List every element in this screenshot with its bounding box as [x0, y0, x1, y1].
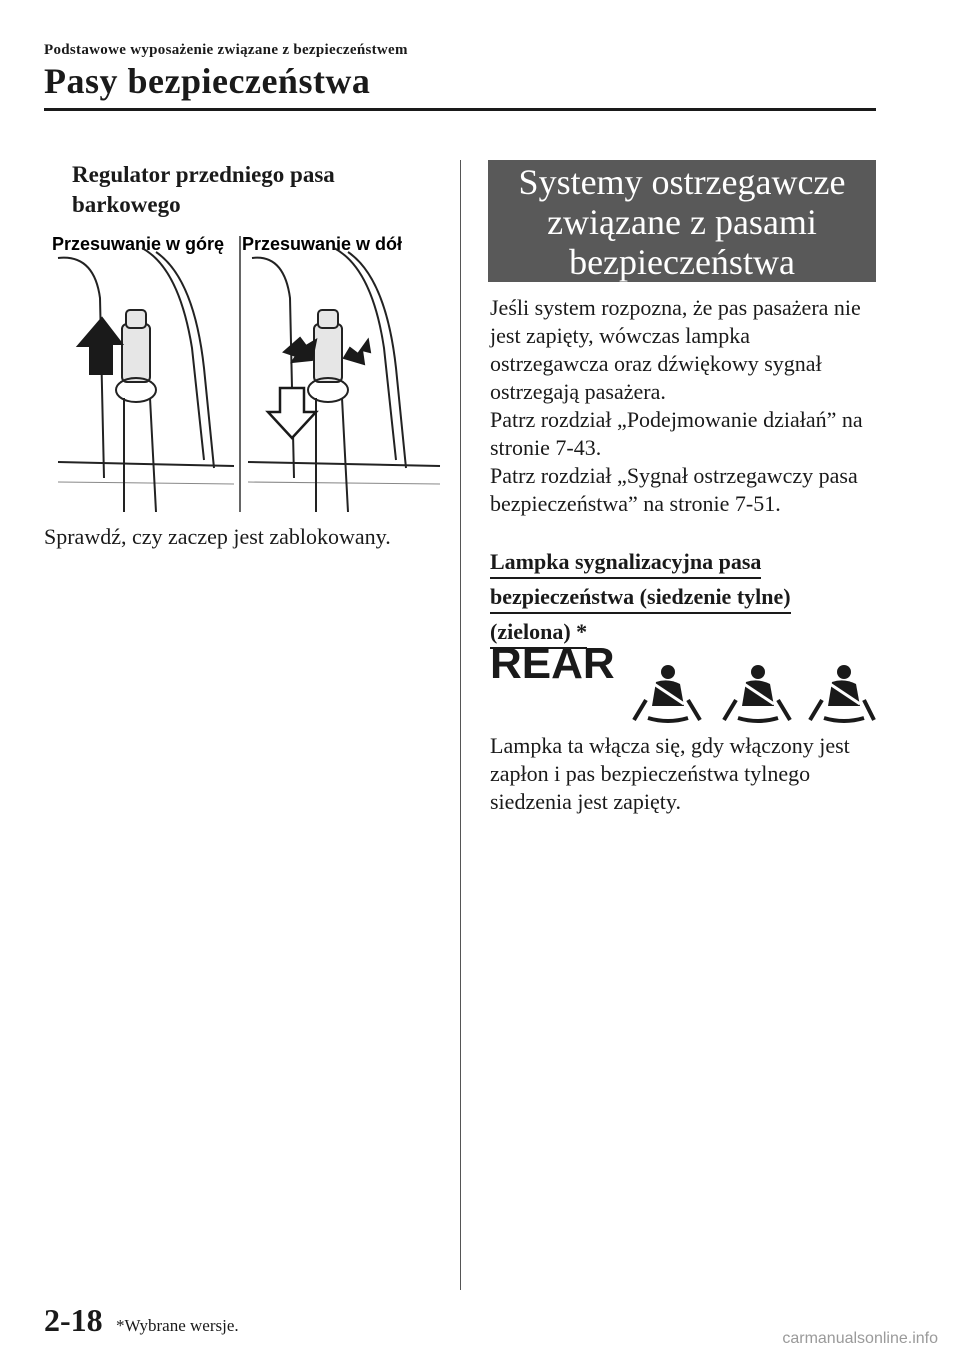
arrow-up-icon [78, 318, 122, 374]
footnote: *Wybrane wersje. [116, 1316, 239, 1335]
rear-belt-indicator-heading [490, 548, 791, 653]
seatbelt-icon [724, 665, 790, 721]
text-line: ostrzegają pasażera. [490, 379, 666, 404]
sub-heading-line: bezpieczeństwa (siedzenie tylne) [490, 583, 791, 614]
seatbelt-icon [810, 665, 874, 721]
warning-system-paragraph [490, 294, 876, 518]
sub-heading-line: Lampka sygnalizacyjna pasa [490, 548, 761, 579]
belt-webbing [124, 398, 156, 512]
rear-seatbelt-indicator [488, 640, 876, 730]
heading-line: barkowego [72, 192, 181, 217]
adjuster-body [122, 324, 150, 382]
section-title-box [488, 160, 876, 282]
heading-line: Regulator przedniego pasa [72, 162, 335, 187]
text-line: Patrz rozdział „Podejmowanie działań” na [490, 407, 863, 432]
adjuster-knob [318, 310, 338, 328]
header-rule [44, 108, 876, 111]
text-line: bezpieczeństwa” na stronie 7-51. [490, 491, 781, 516]
pillar-edge [156, 252, 214, 468]
breadcrumb: Podstawowe wyposażenie związane z bezpieczeństwem [44, 42, 408, 58]
sill-line [58, 482, 234, 484]
text-line: Jeśli system rozpozna, że pas pasażera nie [490, 295, 861, 320]
panel-up [58, 248, 234, 512]
text-line: Lampka ta włącza się, gdy włączony jest [490, 733, 850, 758]
shoulder-belt-adjuster-heading [72, 160, 372, 220]
page-title: Pasy bezpieczeństwa [44, 61, 371, 101]
text-line: jest zapięty, wówczas lampka [490, 323, 751, 348]
adjuster-body [314, 324, 342, 382]
column-divider [460, 160, 461, 1290]
text-line: zapłon i pas bezpieczeństwa tylnego [490, 761, 811, 786]
diagram-label-up: Przesuwanie w górę [52, 234, 225, 254]
belt-webbing [316, 398, 348, 512]
page-number: 2-18 [44, 1302, 103, 1338]
sill-line [58, 462, 234, 466]
watermark: carmanualsonline.info [782, 1330, 938, 1347]
text-line: stronie 7-43. [490, 435, 602, 460]
diagram-label-down: Przesuwanie w dół [242, 234, 403, 254]
press-arrow-right-icon [344, 340, 370, 364]
section-title-line: związane z pasami [547, 202, 817, 242]
text-line: ostrzegawcza oraz dźwiękowy sygnał [490, 351, 822, 376]
sill-line [248, 462, 440, 466]
shoulder-belt-adjuster-diagram [44, 228, 444, 512]
sub-heading-line: (zielona) * [490, 618, 587, 649]
arrow-down-icon [268, 388, 316, 438]
door-frame [252, 258, 294, 478]
section-title-line: bezpieczeństwa [569, 242, 795, 282]
seatbelt-icon [634, 665, 700, 721]
press-arrow-left-icon [284, 338, 316, 362]
rear-label: REAR [490, 640, 615, 688]
text-line: siedzenia jest zapięty. [490, 789, 681, 814]
section-title-line: Systemy ostrzegawcze [518, 162, 846, 202]
sill-line [248, 482, 440, 484]
text-line: Patrz rozdział „Sygnał ostrzegawczy pasa [490, 463, 858, 488]
panel-down [248, 248, 440, 512]
adjuster-knob [126, 310, 146, 328]
check-lock-text: Sprawdź, czy zaczep jest zablokowany. [44, 524, 391, 549]
rear-indicator-paragraph [490, 732, 876, 816]
